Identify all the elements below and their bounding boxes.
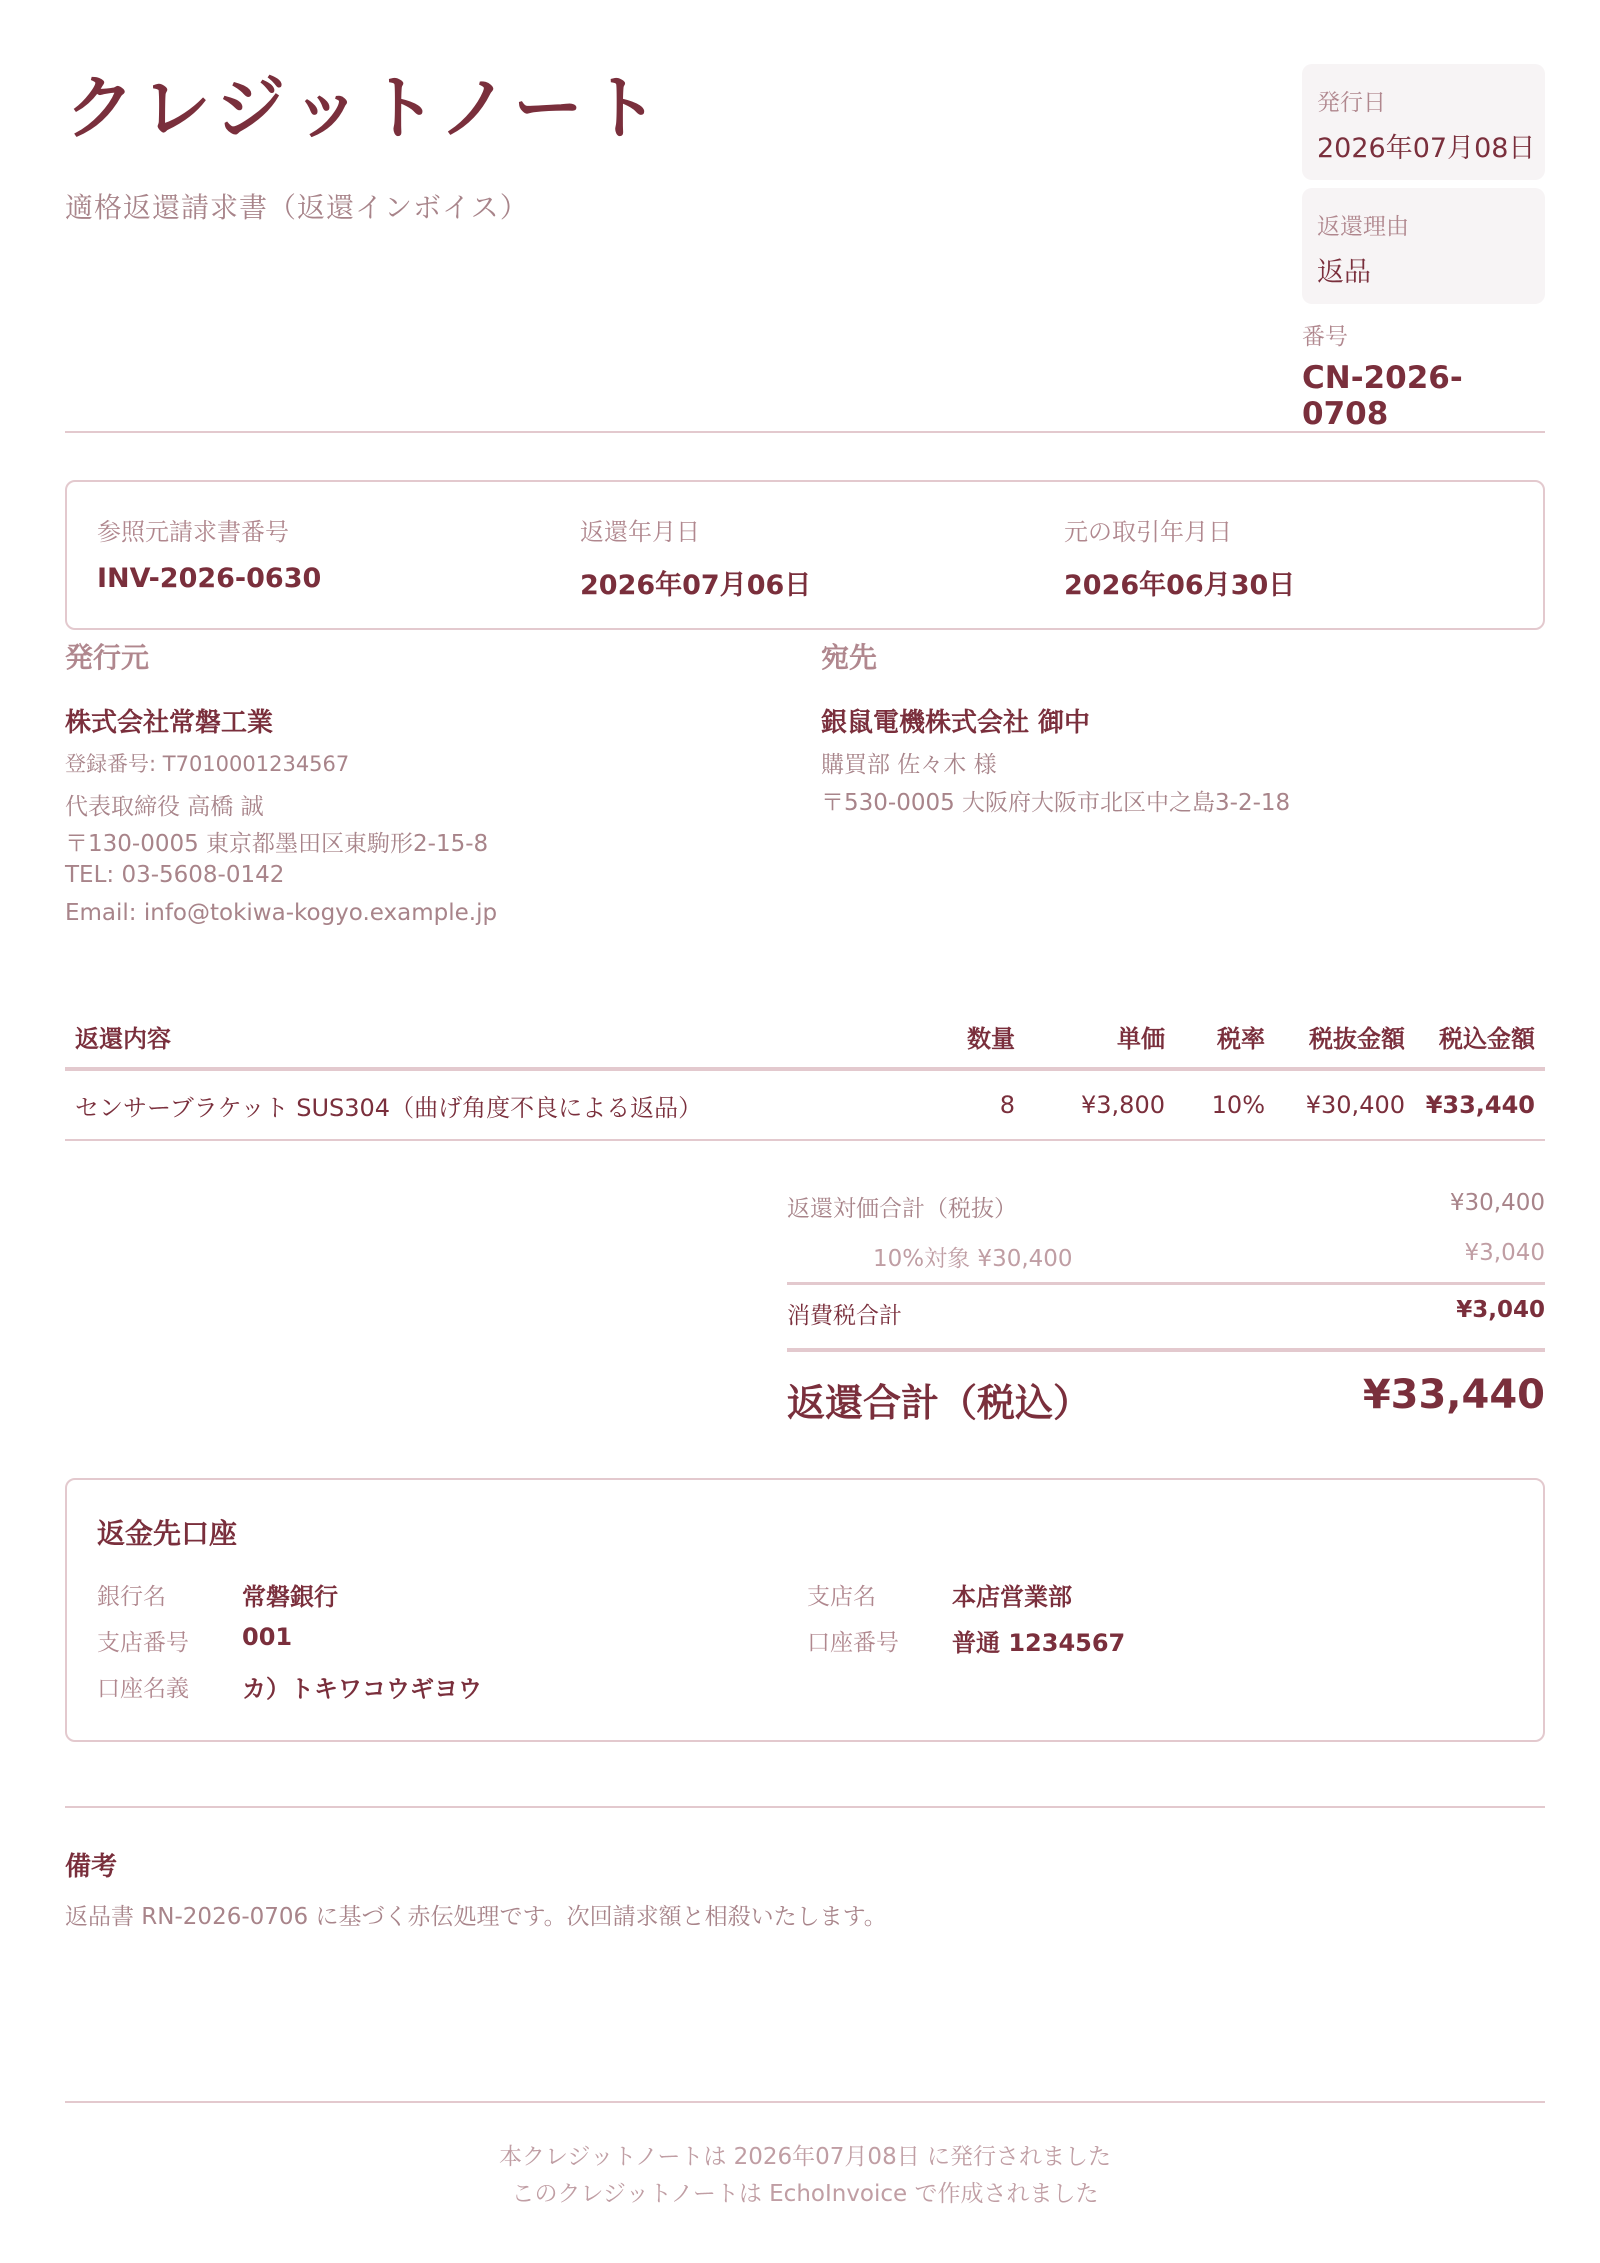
col-header-amount-incl: 税込金額 bbox=[1415, 1005, 1545, 1069]
issue-date-value: 2026年07月08日 bbox=[1317, 133, 1536, 164]
credit-note-page bbox=[65, 0, 1545, 2263]
return-reason-box bbox=[1302, 188, 1545, 304]
table-header-row bbox=[65, 1005, 1545, 1069]
bank-name-value: 常磐銀行 bbox=[242, 1583, 338, 1611]
notes-title: 備考 bbox=[65, 1852, 118, 1882]
grand-total-row bbox=[787, 1372, 1545, 1432]
refund-account-title: 返金先口座 bbox=[97, 1517, 238, 1550]
document-number-label: 番号 bbox=[1302, 324, 1348, 350]
issuer-name: 株式会社常磐工業 bbox=[65, 708, 274, 738]
notes-text: 返品書 RN-2026-0706 に基づく赤伝処理です。次回請求額と相殺いたします。 bbox=[65, 1904, 887, 1930]
recipient-address: 〒530-0005 大阪府大阪市北区中之島3-2-18 bbox=[821, 790, 1291, 816]
footer-issued-line: 本クレジットノートは 2026年07月08日 に発行されました bbox=[498, 2144, 1112, 2170]
footer-divider bbox=[65, 2101, 1545, 2103]
recipient-name: 銀鼠電機株式会社 御中 bbox=[821, 708, 1091, 738]
account-holder-label: 口座名義 bbox=[97, 1676, 189, 1702]
item-amount-excl: ¥30,400 bbox=[1275, 1069, 1415, 1140]
item-description: センサーブラケット SUS304（曲げ角度不良による返品） bbox=[65, 1069, 885, 1140]
issuer-tel: TEL: 03-5608-0142 bbox=[65, 862, 285, 888]
original-invoice-value: INV-2026-0630 bbox=[97, 563, 322, 594]
transaction-date-ref bbox=[1064, 512, 1295, 602]
bank-name-label: 銀行名 bbox=[97, 1584, 166, 1610]
account-number-value: 普通 1234567 bbox=[952, 1629, 1126, 1657]
account-number-label: 口座番号 bbox=[807, 1630, 899, 1656]
document-number-value: CN-2026-0708 bbox=[1302, 360, 1463, 432]
document-subtitle: 適格返還請求書（返還インボイス） bbox=[65, 191, 529, 224]
transaction-date-label: 元の取引年月日 bbox=[1064, 518, 1232, 546]
grand-total-divider bbox=[787, 1348, 1545, 1352]
totals-divider bbox=[787, 1282, 1545, 1285]
items-table bbox=[65, 1005, 1545, 1141]
tax-breakdown-value: ¥3,040 bbox=[1464, 1240, 1545, 1266]
transaction-date-value: 2026年06月30日 bbox=[1064, 570, 1296, 601]
return-reason-value: 返品 bbox=[1317, 257, 1371, 288]
return-date-value: 2026年07月06日 bbox=[580, 570, 812, 601]
branch-name-value: 本店営業部 bbox=[952, 1583, 1072, 1611]
document-title: クレジットノート bbox=[65, 67, 665, 149]
reference-box bbox=[65, 480, 1545, 630]
subtotal-value: ¥30,400 bbox=[1449, 1190, 1545, 1216]
grand-total-value: ¥33,440 bbox=[1362, 1372, 1545, 1418]
footer-generator-line: このクレジットノートは EchoInvoice で作成されました bbox=[511, 2181, 1099, 2207]
tax-breakdown-label: 10%対象 ¥30,400 bbox=[873, 1246, 1073, 1272]
subtotal-label: 返還対価合計（税抜） bbox=[787, 1196, 1017, 1222]
col-header-tax-rate: 税率 bbox=[1175, 1005, 1275, 1069]
recipient-section bbox=[821, 636, 1291, 816]
recipient-contact: 購買部 佐々木 様 bbox=[821, 752, 997, 778]
col-header-quantity: 数量 bbox=[885, 1005, 1025, 1069]
header-divider bbox=[65, 431, 1545, 433]
item-unit-price: ¥3,800 bbox=[1025, 1069, 1175, 1140]
recipient-section-title: 宛先 bbox=[821, 641, 878, 674]
item-tax-rate: 10% bbox=[1175, 1069, 1275, 1140]
table-row bbox=[65, 1069, 1545, 1140]
tax-total-row bbox=[787, 1297, 1545, 1337]
issue-date-label: 発行日 bbox=[1317, 90, 1386, 116]
return-date-label: 返還年月日 bbox=[580, 518, 700, 546]
item-quantity: 8 bbox=[885, 1069, 1025, 1140]
refund-account-box bbox=[65, 1478, 1545, 1742]
issuer-section-title: 発行元 bbox=[65, 641, 150, 674]
subtotal-row bbox=[787, 1190, 1545, 1230]
return-reason-label: 返還理由 bbox=[1317, 214, 1409, 240]
issuer-representative: 代表取締役 高橋 誠 bbox=[65, 794, 264, 820]
tax-total-label: 消費税合計 bbox=[787, 1303, 902, 1329]
tax-breakdown-row bbox=[787, 1240, 1545, 1280]
return-date-ref bbox=[580, 512, 811, 602]
issuer-address: 〒130-0005 東京都墨田区東駒形2-15-8 bbox=[65, 831, 489, 857]
account-holder-value: カ）トキワコウギヨウ bbox=[242, 1675, 482, 1703]
col-header-description: 返還内容 bbox=[65, 1005, 885, 1069]
issuer-section bbox=[65, 636, 498, 926]
original-invoice-label: 参照元請求書番号 bbox=[97, 518, 289, 546]
branch-number-value: 001 bbox=[242, 1623, 293, 1651]
tax-total-value: ¥3,040 bbox=[1456, 1297, 1545, 1323]
issuer-registration: 登録番号: T7010001234567 bbox=[65, 752, 350, 776]
col-header-amount-excl: 税抜金額 bbox=[1275, 1005, 1415, 1069]
branch-name-label: 支店名 bbox=[807, 1584, 876, 1610]
branch-number-label: 支店番号 bbox=[97, 1630, 189, 1656]
item-amount-incl: ¥33,440 bbox=[1415, 1069, 1545, 1140]
issue-date-box bbox=[1302, 64, 1545, 180]
issuer-email: Email: info@tokiwa-kogyo.example.jp bbox=[65, 900, 498, 926]
grand-total-label: 返還合計（税込） bbox=[787, 1381, 1092, 1425]
original-invoice-ref bbox=[97, 512, 321, 594]
notes-divider bbox=[65, 1806, 1545, 1808]
col-header-unit-price: 単価 bbox=[1025, 1005, 1175, 1069]
